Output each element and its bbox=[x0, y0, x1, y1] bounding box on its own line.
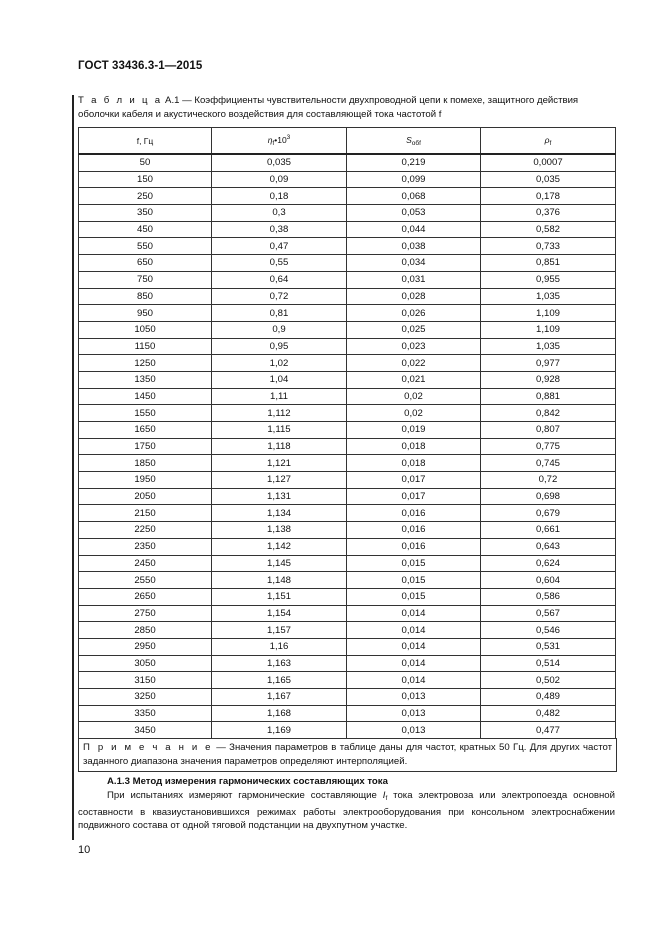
cell-frequency: 3250 bbox=[79, 689, 212, 706]
cell-eta: 0,55 bbox=[212, 255, 347, 272]
cell-rho: 0,661 bbox=[481, 522, 616, 539]
cell-s: 0,019 bbox=[347, 422, 481, 439]
cell-frequency: 2150 bbox=[79, 505, 212, 522]
cell-frequency: 450 bbox=[79, 221, 212, 238]
cell-eta: 0,18 bbox=[212, 188, 347, 205]
cell-eta: 1,16 bbox=[212, 638, 347, 655]
cell-eta: 0,035 bbox=[212, 154, 347, 171]
cell-frequency: 850 bbox=[79, 288, 212, 305]
cell-rho: 0,376 bbox=[481, 205, 616, 222]
cell-frequency: 50 bbox=[79, 154, 212, 171]
cell-s: 0,014 bbox=[347, 605, 481, 622]
table-row bbox=[79, 555, 616, 572]
cell-s: 0,021 bbox=[347, 371, 481, 388]
cell-rho: 0,977 bbox=[481, 355, 616, 372]
cell-s: 0,013 bbox=[347, 705, 481, 722]
table-row bbox=[79, 271, 616, 288]
cell-s: 0,016 bbox=[347, 505, 481, 522]
cell-s: 0,018 bbox=[347, 455, 481, 472]
header-frequency bbox=[79, 128, 212, 155]
cell-frequency: 1550 bbox=[79, 405, 212, 422]
cell-s: 0,099 bbox=[347, 171, 481, 188]
cell-eta: 1,138 bbox=[212, 522, 347, 539]
cell-rho: 0,955 bbox=[481, 271, 616, 288]
cell-eta: 0,38 bbox=[212, 221, 347, 238]
cell-s: 0,026 bbox=[347, 305, 481, 322]
cell-rho: 0,842 bbox=[481, 405, 616, 422]
table-row bbox=[79, 672, 616, 689]
cell-s: 0,025 bbox=[347, 321, 481, 338]
header-rho-symbol: ρ bbox=[544, 134, 550, 145]
cell-eta: 1,165 bbox=[212, 672, 347, 689]
section-title: А.1.3 Метод измерения гармонических составляющих тока bbox=[107, 776, 388, 787]
table-row bbox=[79, 371, 616, 388]
paragraph-symbol-sub: f bbox=[385, 795, 388, 802]
table-row bbox=[79, 238, 616, 255]
cell-s: 0,016 bbox=[347, 538, 481, 555]
cell-eta: 1,115 bbox=[212, 422, 347, 439]
table-row bbox=[79, 154, 616, 171]
cell-eta: 1,112 bbox=[212, 405, 347, 422]
cell-rho: 0,531 bbox=[481, 638, 616, 655]
table-row bbox=[79, 255, 616, 272]
table-row bbox=[79, 622, 616, 639]
cell-s: 0,044 bbox=[347, 221, 481, 238]
cell-s: 0,014 bbox=[347, 638, 481, 655]
cell-frequency: 2650 bbox=[79, 588, 212, 605]
cell-frequency: 350 bbox=[79, 205, 212, 222]
table-header-row bbox=[79, 128, 616, 155]
header-eta-sup: 3 bbox=[286, 134, 291, 141]
table-row bbox=[79, 321, 616, 338]
cell-s: 0,022 bbox=[347, 355, 481, 372]
cell-rho: 1,109 bbox=[481, 321, 616, 338]
cell-rho: 0,586 bbox=[481, 588, 616, 605]
cell-frequency: 2350 bbox=[79, 538, 212, 555]
cell-eta: 0,47 bbox=[212, 238, 347, 255]
cell-eta: 1,121 bbox=[212, 455, 347, 472]
cell-frequency: 2950 bbox=[79, 638, 212, 655]
header-rho-sub: f bbox=[549, 139, 552, 147]
table-caption bbox=[78, 94, 618, 121]
cell-rho: 0,928 bbox=[481, 371, 616, 388]
table-row bbox=[79, 438, 616, 455]
table-row bbox=[79, 288, 616, 305]
cell-frequency: 1250 bbox=[79, 355, 212, 372]
table-row bbox=[79, 305, 616, 322]
header-s-sub: обf bbox=[411, 139, 421, 147]
cell-rho: 0,477 bbox=[481, 722, 616, 739]
table-note bbox=[78, 738, 617, 772]
cell-rho: 0,775 bbox=[481, 438, 616, 455]
cell-frequency: 3450 bbox=[79, 722, 212, 739]
cell-rho: 0,489 bbox=[481, 689, 616, 706]
cell-s: 0,02 bbox=[347, 388, 481, 405]
cell-s: 0,023 bbox=[347, 338, 481, 355]
table-row bbox=[79, 588, 616, 605]
margin-bar bbox=[72, 95, 74, 840]
cell-rho: 0,881 bbox=[481, 388, 616, 405]
cell-rho: 1,109 bbox=[481, 305, 616, 322]
table-row bbox=[79, 205, 616, 222]
header-eta bbox=[212, 128, 347, 155]
cell-frequency: 750 bbox=[79, 271, 212, 288]
cell-frequency: 250 bbox=[79, 188, 212, 205]
cell-s: 0,016 bbox=[347, 522, 481, 539]
table-row bbox=[79, 472, 616, 489]
cell-frequency: 1950 bbox=[79, 472, 212, 489]
table-row bbox=[79, 388, 616, 405]
cell-s: 0,018 bbox=[347, 438, 481, 455]
table-row bbox=[79, 455, 616, 472]
cell-s: 0,013 bbox=[347, 722, 481, 739]
cell-s: 0,014 bbox=[347, 622, 481, 639]
cell-s: 0,031 bbox=[347, 271, 481, 288]
cell-rho: 0,698 bbox=[481, 488, 616, 505]
cell-s: 0,015 bbox=[347, 572, 481, 589]
table-row bbox=[79, 221, 616, 238]
paragraph-text-start: При испытаниях измеряют гармонические составляющие bbox=[107, 790, 383, 801]
cell-frequency: 3150 bbox=[79, 672, 212, 689]
cell-rho: 0,178 bbox=[481, 188, 616, 205]
cell-rho: 1,035 bbox=[481, 338, 616, 355]
cell-s: 0,034 bbox=[347, 255, 481, 272]
cell-eta: 0,09 bbox=[212, 171, 347, 188]
cell-rho: 0,482 bbox=[481, 705, 616, 722]
cell-s: 0,02 bbox=[347, 405, 481, 422]
cell-eta: 1,157 bbox=[212, 622, 347, 639]
cell-frequency: 2850 bbox=[79, 622, 212, 639]
cell-rho: 0,733 bbox=[481, 238, 616, 255]
cell-frequency: 3050 bbox=[79, 655, 212, 672]
cell-eta: 1,163 bbox=[212, 655, 347, 672]
cell-eta: 1,02 bbox=[212, 355, 347, 372]
header-s-symbol: S bbox=[406, 134, 412, 145]
cell-eta: 0,9 bbox=[212, 321, 347, 338]
cell-rho: 0,035 bbox=[481, 171, 616, 188]
header-eta-rest: •10 bbox=[274, 135, 287, 145]
table-caption-prefix: Т а б л и ц а bbox=[78, 95, 163, 106]
cell-rho: 0,624 bbox=[481, 555, 616, 572]
cell-frequency: 2250 bbox=[79, 522, 212, 539]
cell-frequency: 1350 bbox=[79, 371, 212, 388]
cell-rho: 0,745 bbox=[481, 455, 616, 472]
cell-eta: 1,04 bbox=[212, 371, 347, 388]
cell-frequency: 1850 bbox=[79, 455, 212, 472]
cell-rho: 0,582 bbox=[481, 221, 616, 238]
table-row bbox=[79, 638, 616, 655]
cell-frequency: 2450 bbox=[79, 555, 212, 572]
cell-eta: 1,145 bbox=[212, 555, 347, 572]
cell-eta: 1,118 bbox=[212, 438, 347, 455]
page-number: 10 bbox=[78, 844, 91, 856]
table-row bbox=[79, 422, 616, 439]
body-paragraph bbox=[78, 789, 615, 833]
cell-rho: 0,514 bbox=[481, 655, 616, 672]
cell-eta: 1,11 bbox=[212, 388, 347, 405]
cell-rho: 0,502 bbox=[481, 672, 616, 689]
cell-frequency: 550 bbox=[79, 238, 212, 255]
cell-s: 0,038 bbox=[347, 238, 481, 255]
cell-s: 0,068 bbox=[347, 188, 481, 205]
cell-rho: 0,643 bbox=[481, 538, 616, 555]
header-s bbox=[347, 128, 481, 155]
coefficients-table bbox=[78, 127, 616, 739]
cell-rho: 0,546 bbox=[481, 622, 616, 639]
cell-rho: 0,679 bbox=[481, 505, 616, 522]
paragraph-symbol: I bbox=[382, 790, 386, 801]
paragraph-text-end: тока электровоза или электропоезда основной составности в квазиустановившихся режимах работы электрооборудования при консольном электроснабжении подвижного состава от одной тяговой подстанции на двухпутном участке. bbox=[78, 790, 615, 831]
cell-eta: 0,81 bbox=[212, 305, 347, 322]
cell-eta: 0,64 bbox=[212, 271, 347, 288]
cell-rho: 0,0007 bbox=[481, 154, 616, 171]
cell-s: 0,015 bbox=[347, 588, 481, 605]
table-row bbox=[79, 171, 616, 188]
cell-s: 0,014 bbox=[347, 655, 481, 672]
header-frequency-label: f, Гц bbox=[136, 135, 154, 146]
cell-s: 0,013 bbox=[347, 689, 481, 706]
cell-s: 0,017 bbox=[347, 472, 481, 489]
table-row bbox=[79, 655, 616, 672]
cell-eta: 1,134 bbox=[212, 505, 347, 522]
cell-frequency: 1450 bbox=[79, 388, 212, 405]
cell-frequency: 950 bbox=[79, 305, 212, 322]
cell-rho: 0,851 bbox=[481, 255, 616, 272]
table-caption-text: А.1 — Коэффициенты чувствительности двухпроводной цепи к помехе, защитного действия оболочки кабеля и акустического воздействия для составляющей тока частотой f bbox=[78, 95, 579, 120]
header-eta-symbol: η bbox=[267, 135, 273, 145]
header-rho bbox=[481, 128, 616, 155]
table-row bbox=[79, 405, 616, 422]
cell-rho: 0,72 bbox=[481, 472, 616, 489]
cell-eta: 1,169 bbox=[212, 722, 347, 739]
cell-frequency: 1150 bbox=[79, 338, 212, 355]
cell-eta: 1,151 bbox=[212, 588, 347, 605]
table-row bbox=[79, 522, 616, 539]
table-row bbox=[79, 505, 616, 522]
cell-frequency: 1650 bbox=[79, 422, 212, 439]
cell-frequency: 3350 bbox=[79, 705, 212, 722]
cell-frequency: 650 bbox=[79, 255, 212, 272]
cell-rho: 0,604 bbox=[481, 572, 616, 589]
cell-rho: 1,035 bbox=[481, 288, 616, 305]
table-row bbox=[79, 572, 616, 589]
cell-s: 0,017 bbox=[347, 488, 481, 505]
document-header: ГОСТ 33436.3-1—2015 bbox=[78, 60, 203, 72]
table-row bbox=[79, 722, 616, 739]
cell-eta: 1,154 bbox=[212, 605, 347, 622]
cell-eta: 1,131 bbox=[212, 488, 347, 505]
cell-s: 0,053 bbox=[347, 205, 481, 222]
cell-s: 0,014 bbox=[347, 672, 481, 689]
cell-frequency: 1050 bbox=[79, 321, 212, 338]
cell-s: 0,028 bbox=[347, 288, 481, 305]
table-row bbox=[79, 689, 616, 706]
table-note-text: — Значения параметров в таблице даны для частот, кратных 50 Гц. Для других частот заданного диапазона значения параметров определяют интерполяцией. bbox=[83, 742, 612, 767]
header-eta-sub: f bbox=[272, 140, 275, 147]
table-row bbox=[79, 488, 616, 505]
cell-frequency: 2050 bbox=[79, 488, 212, 505]
cell-s: 0,219 bbox=[347, 154, 481, 171]
cell-eta: 1,167 bbox=[212, 689, 347, 706]
table-row bbox=[79, 188, 616, 205]
table-row bbox=[79, 338, 616, 355]
table-row bbox=[79, 605, 616, 622]
cell-rho: 0,567 bbox=[481, 605, 616, 622]
cell-eta: 0,95 bbox=[212, 338, 347, 355]
cell-eta: 1,148 bbox=[212, 572, 347, 589]
cell-eta: 0,3 bbox=[212, 205, 347, 222]
cell-s: 0,015 bbox=[347, 555, 481, 572]
table-row bbox=[79, 538, 616, 555]
cell-eta: 1,168 bbox=[212, 705, 347, 722]
table-row bbox=[79, 355, 616, 372]
table-row bbox=[79, 705, 616, 722]
cell-rho: 0,807 bbox=[481, 422, 616, 439]
cell-frequency: 150 bbox=[79, 171, 212, 188]
table-note-prefix: П р и м е ч а н и е bbox=[83, 742, 213, 753]
cell-frequency: 1750 bbox=[79, 438, 212, 455]
cell-frequency: 2550 bbox=[79, 572, 212, 589]
cell-eta: 0,72 bbox=[212, 288, 347, 305]
cell-frequency: 2750 bbox=[79, 605, 212, 622]
cell-eta: 1,127 bbox=[212, 472, 347, 489]
cell-eta: 1,142 bbox=[212, 538, 347, 555]
